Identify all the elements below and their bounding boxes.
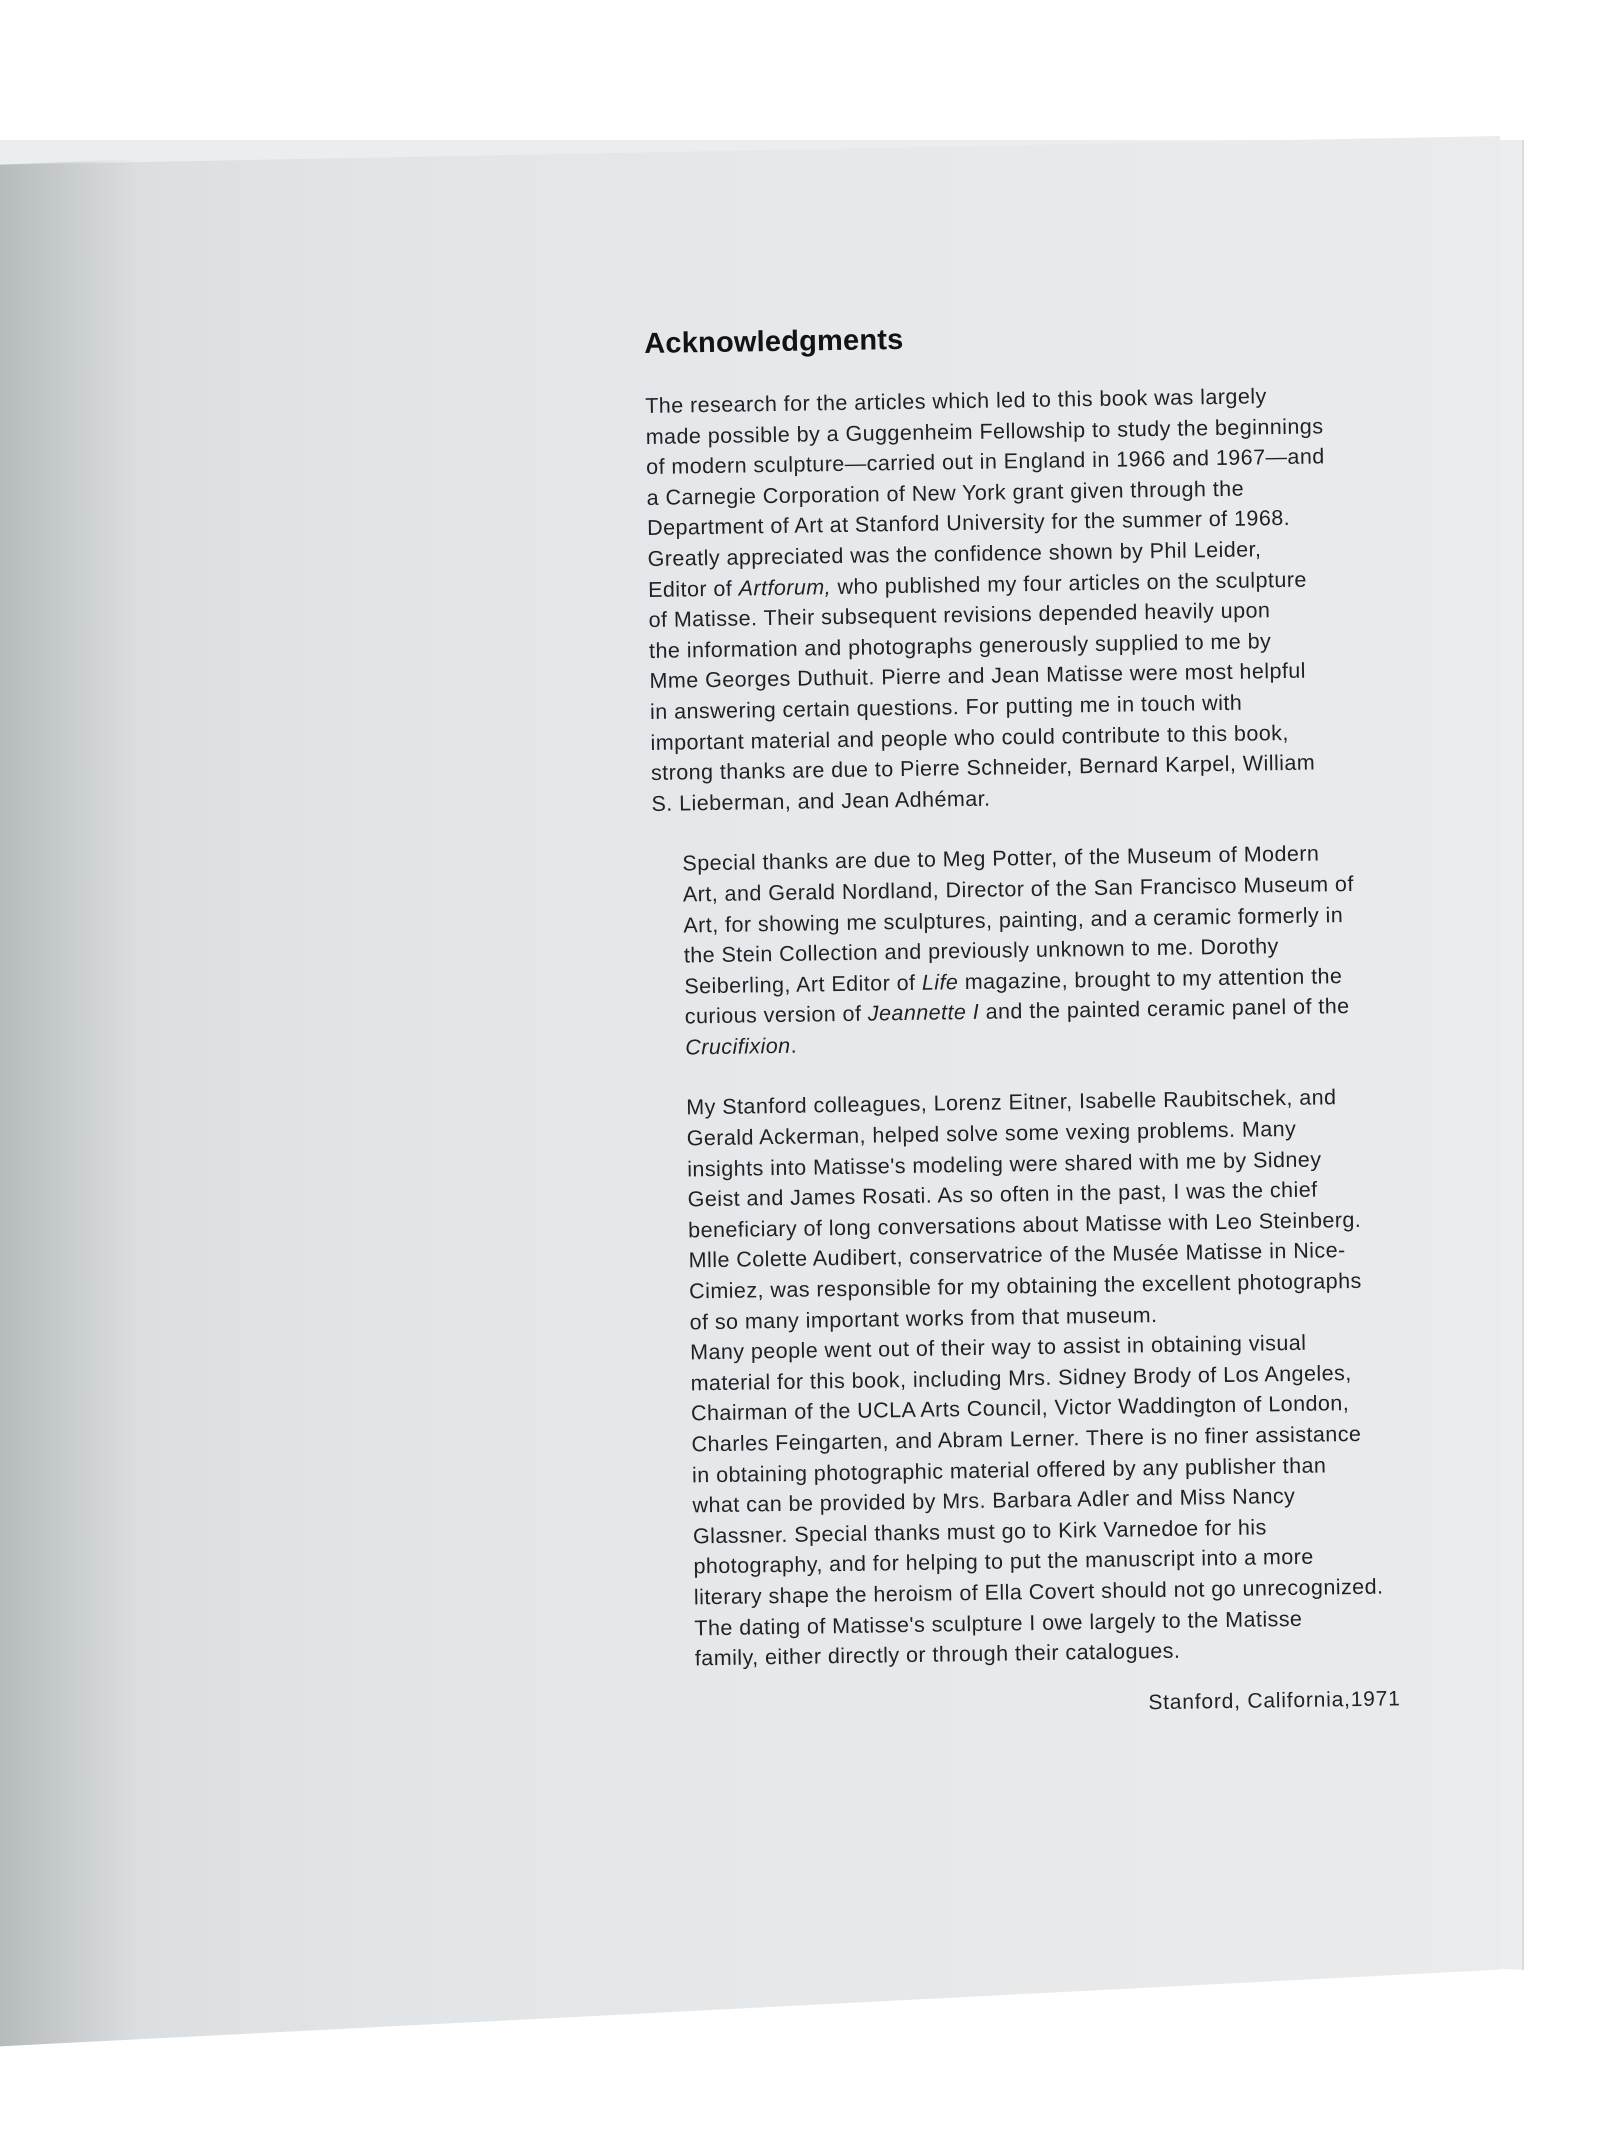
- text-run: curious version of: [684, 1001, 869, 1029]
- text-run: and the painted ceramic panel of the: [978, 994, 1350, 1025]
- italic-title: Crucifixion: [685, 1033, 791, 1060]
- italic-title: Artforum,: [738, 574, 832, 601]
- text-line: important material and people who could contribute to this book,: [650, 720, 1289, 755]
- text-line: strong thanks are due to Pierre Schneider, Bernard Karpel, William: [650, 750, 1316, 786]
- text-line: Chairman of the UCLA Arts Council, Victor Waddington of London,: [690, 1391, 1350, 1426]
- text-line: the information and photographs generously supplied to me by: [648, 628, 1272, 663]
- text-line: Cimiez, was responsible for my obtaining the excellent photographs: [688, 1268, 1362, 1304]
- text-run: who published my four articles on the sculpture: [830, 567, 1307, 599]
- text-line: a Carnegie Corporation of New York grant given through the: [646, 476, 1245, 510]
- text-line: Geist and James Rosati. As so often in the past, I was the chief: [687, 1177, 1318, 1212]
- text-line: Gerald Ackerman, helped solve some vexing problems. Many: [686, 1116, 1297, 1151]
- paragraph-5: [664, 1602, 1420, 1675]
- acknowledgments-text: [644, 316, 1421, 1722]
- text-line: insights into Matisse's modeling were shared with me by Sidney: [687, 1147, 1322, 1182]
- text-run: .: [790, 1033, 798, 1058]
- paragraph-1: [645, 379, 1407, 819]
- text-line: Art, and Gerald Nordland, Director of the San Francisco Museum of: [682, 871, 1354, 907]
- gutter-shadow: [0, 136, 140, 2056]
- text-line: of modern sculpture—carried out in England in 1966 and 1967—and: [645, 444, 1325, 480]
- text-line: literary shape the heroism of Ella Covert should not go unrecognized.: [693, 1574, 1384, 1610]
- text-run: magazine, brought to my attention the: [958, 963, 1343, 994]
- text-line: The research for the articles which led to this book was largely: [645, 384, 1267, 418]
- signoff-place-date: Stanford, California,1971: [1148, 1687, 1401, 1714]
- paragraph-3: [656, 1082, 1415, 1339]
- text-line: of so many important works from that museum.: [689, 1302, 1158, 1335]
- text-line: Mme Georges Duthuit. Pierre and Jean Matisse were most helpful: [649, 658, 1307, 694]
- text-line: in answering certain questions. For putting me in touch with: [649, 690, 1243, 724]
- text-line: My Stanford colleagues, Lorenz Eitner, Isabelle Raubitschek, and: [686, 1085, 1337, 1120]
- text-line: material for this book, including Mrs. Sidney Brody of Los Angeles,: [690, 1360, 1352, 1396]
- text-line: in obtaining photographic material offered by any publisher than: [691, 1453, 1327, 1487]
- text-run: Seiberling, Art Editor of: [684, 970, 923, 999]
- paragraph-4: [660, 1326, 1419, 1613]
- text-line: family, either directly or through their catalogues.: [694, 1638, 1181, 1671]
- text-line: Charles Feingarten, and Abram Lerner. There is no finer assistance: [691, 1421, 1362, 1457]
- text-line: Glassner. Special thanks must go to Kirk Varnedoe for his: [692, 1515, 1267, 1549]
- text-line: the Stein Collection and previously unknown to me. Dorothy: [683, 934, 1279, 968]
- text-line: Art, for showing me sculptures, painting, and a ceramic formerly in: [683, 902, 1344, 937]
- paragraph-2: [652, 837, 1410, 1063]
- text-line: Many people went out of their way to assist in obtaining visual: [689, 1330, 1307, 1365]
- text-line: Mlle Colette Audibert, conservatrice of the Musée Matisse in Nice-: [688, 1238, 1346, 1273]
- text-line: Special thanks are due to Meg Potter, of the Museum of Modern: [682, 841, 1320, 876]
- page-title: Acknowledgments: [644, 323, 904, 360]
- text-line: The dating of Matisse's sculpture I owe largely to the Matisse: [694, 1606, 1303, 1640]
- italic-title: Jeannette I: [867, 1000, 980, 1026]
- text-line: Greatly appreciated was the confidence shown by Phil Leider,: [647, 537, 1262, 571]
- text-line: of Matisse. Their subsequent revisions depended heavily upon: [648, 598, 1271, 633]
- text-line: beneficiary of long conversations about Matisse with Leo Steinberg.: [687, 1207, 1362, 1243]
- text-line: what can be provided by Mrs. Barbara Adler and Miss Nancy: [692, 1484, 1296, 1518]
- text-run: Editor of: [647, 576, 739, 602]
- italic-title: Life: [921, 969, 959, 995]
- text-line: S. Lieberman, and Jean Adhémar.: [651, 786, 991, 816]
- text-line: made possible by a Guggenheim Fellowship to study the beginnings: [645, 413, 1324, 449]
- text-line: photography, and for helping to put the manuscript into a more: [693, 1545, 1314, 1579]
- text-line: Department of Art at Stanford University for the summer of 1968.: [646, 506, 1291, 541]
